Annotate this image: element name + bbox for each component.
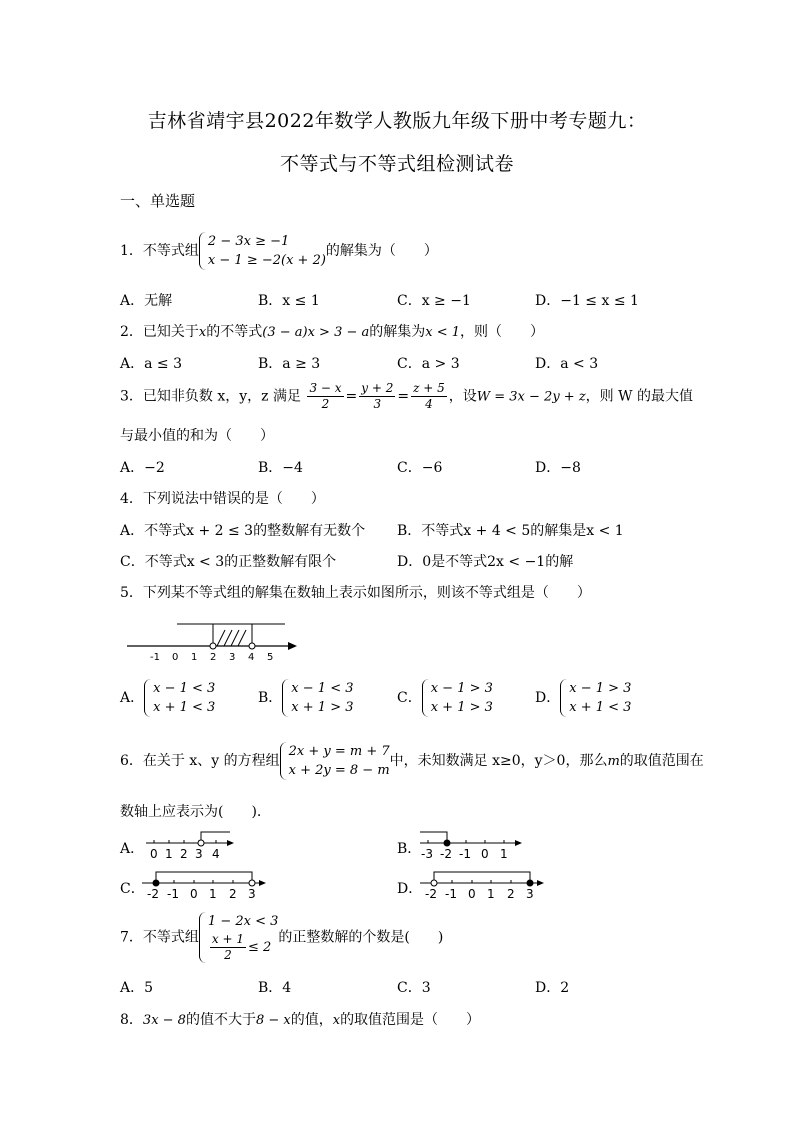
q5-option-c (397, 679, 493, 717)
q6d-tick-label: 2 (507, 887, 515, 901)
q3-option-b: B．−4 (258, 460, 303, 476)
q6d-tick-label: 0 (468, 887, 476, 901)
q5-b-row-1: x − 1 < 3 (291, 681, 354, 696)
q6a-tick-label: 3 (195, 847, 203, 861)
q7-option-a: A．5 (120, 980, 154, 996)
question-5: 5．下列某不等式组的解集在数轴上表示如图所示，则该不等式组是（ ） (120, 585, 591, 601)
q2-option-c: C．a > 3 (397, 356, 460, 372)
q3-f3-den: 4 (425, 397, 433, 411)
q5-c-row-1: x − 1 > 3 (430, 681, 493, 696)
q6-system (280, 742, 390, 780)
q6c-arrow (259, 880, 266, 886)
q3-f1-den: 2 (321, 397, 330, 411)
q8-text-c: 的取值范围是（ ） (340, 1012, 481, 1028)
q6b-tick-label: 1 (500, 847, 508, 861)
q3-option-a: A．−2 (120, 460, 165, 476)
q6-option-b-label: B． (397, 841, 422, 857)
q4-option-c: C．不等式x < 3的正整数解有限个 (120, 554, 337, 570)
q6c-closed-point (153, 880, 159, 886)
title-line-1: 吉林省靖宇县2022年数学人教版九年级下册中考专题九： (147, 110, 647, 132)
q5-option-a (120, 679, 215, 717)
q2-text-a: 2．已知关于 (120, 324, 199, 340)
q6d-closed-point (527, 880, 533, 886)
q6c-tick-label: 0 (190, 887, 198, 901)
q5-option-b-system (282, 679, 353, 717)
q8-expr-2: 8 − x (255, 1013, 291, 1028)
q6d-range (434, 872, 530, 883)
q5-option-c-system (422, 679, 493, 717)
q5-open-point-2 (210, 643, 216, 649)
q3-text-a: 3．已知非负数 x，y，z 满足 (120, 388, 301, 405)
q6b-tick-label: -1 (459, 847, 471, 861)
q7-option-d: D．2 (535, 980, 570, 996)
title-line-2: 不等式与不等式组检测试卷 (279, 153, 514, 175)
q6-text-b: 中，未知数满足 x≥0，y＞0，那么 (389, 753, 608, 769)
q8-number: 8． (120, 1012, 143, 1028)
q5-b-row-2: x + 1 > 3 (291, 700, 354, 715)
q6b-closed-point (444, 840, 450, 846)
q6c-tick-label: -1 (167, 887, 179, 901)
question-8 (120, 1009, 480, 1029)
q3-text-c: ，则 W 的最大值 (585, 388, 693, 405)
q5-option-d (535, 679, 631, 717)
q3-fraction-2 (359, 381, 395, 412)
q6-sys-row-1: 2x + y = m + 7 (288, 744, 390, 759)
q6d-open-point (431, 880, 437, 886)
q5-tick-label: 1 (191, 652, 198, 663)
q5-tick-label: 2 (210, 652, 217, 663)
q5-open-point-4 (249, 643, 255, 649)
q6-text-c: 的取值范围在 (619, 753, 704, 769)
q6a-open-point (198, 840, 204, 846)
question-3 (120, 381, 693, 412)
q3-option-d: D．−8 (535, 460, 581, 476)
q5-a-row-1: x − 1 < 3 (153, 681, 216, 696)
q3-f2-num: y + 2 (361, 381, 394, 395)
q6-option-a-label: A． (120, 841, 145, 857)
q1-option-a: A．无解 (120, 293, 173, 309)
q6c-tick-label: 1 (209, 887, 217, 901)
q3-w-expr: W = 3x − 2y + z (476, 389, 586, 405)
q2-solution: x < 1 (425, 325, 461, 340)
q6-option-c-label: C． (120, 881, 145, 897)
q2-text-d: ，则（ ） (460, 324, 545, 340)
q8-var: x (332, 1013, 341, 1028)
q1-option-b: B．x ≤ 1 (258, 293, 320, 309)
q7-suffix: 的正整数解的个数是( ) (278, 929, 444, 946)
question-4: 4．下列说法中错误的是（ ） (120, 491, 325, 507)
q7-prefix: 7．不等式组 (120, 929, 199, 946)
q3-option-c: C．−6 (397, 460, 443, 476)
q6-text-a: 6．在关于 x、y 的方程组 (120, 753, 280, 769)
q5-hatching (217, 630, 246, 646)
q5-option-a-label: A． (120, 690, 145, 706)
question-7 (120, 912, 443, 963)
q6-option-d-label: D． (397, 881, 423, 897)
q3-f2-den: 3 (373, 397, 382, 411)
q1-system (199, 232, 326, 270)
q5-a-row-2: x + 1 < 3 (153, 700, 216, 715)
q6-sys-row-2: x + 2y = 8 − m (288, 763, 390, 778)
q5-option-d-system (560, 679, 631, 717)
q1-sys-row-1: 2 − 3x ≥ −1 (207, 234, 290, 249)
q3-eq-2: = (397, 388, 410, 405)
q6c-tick-label: 2 (229, 887, 237, 901)
q2-text-b: 的不等式 (206, 324, 263, 340)
q7-frac-den: 2 (224, 948, 232, 962)
q2-var: x (198, 325, 207, 340)
q5-tick-label: 3 (229, 652, 236, 663)
q6-option-b-number-line (418, 828, 528, 862)
q1-prefix: 1．不等式组 (120, 243, 199, 259)
q3-f1-num: 3 − x (309, 381, 342, 395)
q6a-arrow (227, 840, 234, 846)
q7-sys-row-1: 1 − 2x < 3 (207, 914, 279, 929)
q6d-tick-label: -2 (425, 887, 437, 901)
q6b-tick-label: 0 (481, 847, 489, 861)
q6a-tick-label: 4 (212, 847, 220, 861)
q5-option-d-label: D． (535, 690, 561, 706)
q6c-open-point (249, 880, 255, 886)
q8-text-a: 的值不大于 (185, 1012, 256, 1028)
q8-text-b: 的值， (290, 1012, 333, 1028)
q1-option-c: C．x ≥ −1 (397, 293, 471, 309)
q6d-tick-label: -1 (445, 887, 457, 901)
q7-row2-tail: ≤ 2 (248, 940, 272, 955)
q6-option-a-number-line (144, 828, 240, 862)
q2-expr: (3 − a)x > 3 − a (262, 325, 370, 340)
q5-option-a-system (144, 679, 215, 717)
q3-fraction-3 (411, 381, 447, 412)
q6d-tick-label: 1 (487, 887, 495, 901)
q6a-tick-label: 2 (180, 847, 188, 861)
q5-option-c-label: C． (397, 690, 422, 706)
q7-frac-num: x + 1 (211, 932, 245, 946)
q6b-tick-label: -3 (421, 847, 433, 861)
q5-option-b-label: B． (258, 690, 283, 706)
q6c-tick-label: 3 (248, 887, 256, 901)
q5-number-line (125, 616, 305, 664)
q4-option-a: A．不等式x + 2 ≤ 3的整数解有无数个 (120, 523, 366, 539)
q3-line-2: 与最小值的和为（ ） (120, 428, 274, 444)
q5-tick-label: 0 (172, 652, 179, 663)
q6-m: m (607, 754, 620, 769)
q5-d-row-1: x − 1 > 3 (569, 681, 632, 696)
q8-expr-1: 3x − 8 (142, 1013, 186, 1028)
q6d-arrow (537, 880, 544, 886)
q1-option-d: D．−1 ≤ x ≤ 1 (535, 293, 639, 309)
q4-option-b: B．不等式x + 4 < 5的解集是x < 1 (397, 523, 624, 539)
q3-eq-1: = (345, 388, 358, 405)
q2-option-d: D．a < 3 (535, 356, 599, 372)
q7-option-b: B．4 (258, 980, 292, 996)
q6-option-d-number-line (418, 868, 548, 902)
question-1 (120, 232, 438, 270)
q6a-tick-label: 1 (165, 847, 173, 861)
section-heading: 一、单选题 (120, 192, 196, 210)
q6c-tick-label: -2 (147, 887, 159, 901)
q6-option-c-number-line (140, 868, 270, 902)
q6a-tick-label: 0 (150, 847, 158, 861)
q6b-tick-label: -2 (440, 847, 452, 861)
q7-option-c: C．3 (397, 980, 431, 996)
q7-fraction (210, 932, 246, 963)
q6c-range (156, 872, 252, 883)
q2-option-a: A．a ≤ 3 (120, 356, 182, 372)
q5-option-b (258, 679, 354, 717)
q5-tick-label: -1 (150, 652, 160, 663)
q5-axis-arrow (288, 642, 297, 650)
q3-text-b: ，设 (448, 388, 477, 405)
q1-suffix: 的解集为（ ） (325, 243, 438, 259)
q2-text-c: 的解集为 (369, 324, 426, 340)
q3-fraction-1 (307, 381, 343, 412)
question-6 (120, 742, 704, 780)
q4-option-d: D．0是不等式2x < −1的解 (397, 554, 574, 570)
q5-c-row-2: x + 1 > 3 (430, 700, 493, 715)
q7-system (199, 912, 278, 963)
q6-line-2: 数轴上应表示为( ). (120, 804, 262, 820)
q3-f3-num: z + 5 (413, 381, 445, 395)
q5-tick-label: 4 (248, 652, 255, 663)
q6b-range (420, 832, 447, 843)
q6b-arrow (515, 840, 522, 846)
q5-tick-label: 5 (267, 652, 274, 663)
q5-d-row-2: x + 1 < 3 (569, 700, 632, 715)
q2-option-b: B．a ≥ 3 (258, 356, 321, 372)
question-2 (120, 321, 544, 341)
q1-sys-row-2: x − 1 ≥ −2(x + 2) (207, 253, 326, 268)
q6d-tick-label: 3 (526, 887, 534, 901)
